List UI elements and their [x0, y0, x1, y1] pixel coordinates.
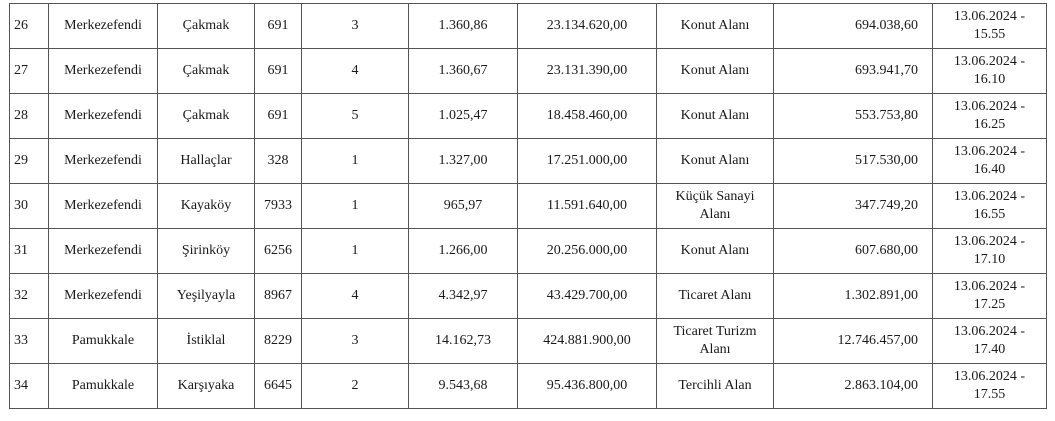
cell-area-text: 1.025,47 — [438, 108, 488, 123]
cell-area-text: 14.162,73 — [435, 333, 491, 348]
cell-area-text: 1.360,86 — [438, 18, 488, 33]
cell-auction-datetime — [933, 319, 1047, 364]
cell-row-number-text: 32 — [14, 288, 28, 303]
cell-deposit-text: 517.530,00 — [855, 153, 918, 168]
table-row — [10, 364, 1047, 409]
cell-deposit-text: 1.302.891,00 — [844, 288, 918, 303]
cell-deposit — [774, 229, 933, 274]
cell-block — [255, 49, 302, 94]
cell-row-number — [10, 4, 49, 49]
cell-deposit-text: 607.680,00 — [855, 243, 918, 258]
cell-zoning — [657, 229, 774, 274]
cell-estimated-price-text: 18.458.460,00 — [546, 108, 628, 123]
cell-district-text: Merkezefendi — [64, 63, 142, 78]
cell-neighborhood-text: Şirinköy — [181, 243, 231, 258]
cell-row-number — [10, 49, 49, 94]
cell-estimated-price-text: 23.134.620,00 — [546, 18, 628, 33]
cell-estimated-price — [518, 229, 657, 274]
cell-parcel — [302, 274, 409, 319]
cell-area-text: 965,97 — [443, 198, 483, 213]
cell-district-text: Pamukkale — [71, 333, 135, 348]
cell-neighborhood — [158, 94, 255, 139]
cell-district — [49, 274, 158, 319]
zoning-line-1: Konut Alanı — [680, 18, 750, 33]
cell-estimated-price — [518, 94, 657, 139]
cell-parcel — [302, 49, 409, 94]
zoning-line-1: Ticaret Turizm — [673, 324, 757, 339]
auction-date: 13.06.2024 - — [953, 99, 1026, 114]
table-row — [10, 139, 1047, 184]
cell-zoning — [657, 94, 774, 139]
auction-date: 13.06.2024 - — [953, 369, 1026, 384]
cell-area-text: 9.543,68 — [438, 378, 488, 393]
cell-parcel-text: 4 — [351, 288, 359, 303]
zoning-line-1: Konut Alanı — [680, 243, 750, 258]
cell-estimated-price-text: 424.881.900,00 — [543, 333, 631, 348]
cell-block — [255, 229, 302, 274]
cell-deposit — [774, 274, 933, 319]
cell-auction-datetime — [933, 364, 1047, 409]
cell-zoning — [657, 319, 774, 364]
auction-time: 17.10 — [973, 252, 1006, 267]
cell-block-text: 7933 — [264, 198, 292, 213]
cell-row-number — [10, 229, 49, 274]
auction-date: 13.06.2024 - — [953, 144, 1026, 159]
cell-estimated-price-text: 43.429.700,00 — [546, 288, 628, 303]
auction-time: 17.55 — [973, 387, 1006, 402]
cell-district — [49, 184, 158, 229]
zoning-line-1: Ticaret Alanı — [678, 288, 752, 303]
cell-parcel — [302, 94, 409, 139]
cell-neighborhood — [158, 364, 255, 409]
cell-row-number-text: 27 — [14, 63, 28, 78]
zoning-line-1: Konut Alanı — [680, 108, 750, 123]
cell-neighborhood-text: Karşıyaka — [177, 378, 235, 393]
cell-block-text: 8967 — [264, 288, 292, 303]
cell-deposit — [774, 94, 933, 139]
table-row — [10, 229, 1047, 274]
cell-auction-datetime — [933, 229, 1047, 274]
cell-row-number-text: 29 — [14, 153, 28, 168]
auction-time: 17.25 — [973, 297, 1006, 312]
cell-district-text: Merkezefendi — [64, 243, 142, 258]
auction-date: 13.06.2024 - — [953, 234, 1026, 249]
zoning-line-2: Alanı — [699, 342, 731, 357]
cell-district — [49, 139, 158, 184]
cell-neighborhood-text: Çakmak — [182, 18, 230, 33]
cell-block — [255, 184, 302, 229]
cell-district — [49, 94, 158, 139]
cell-auction-datetime — [933, 4, 1047, 49]
cell-block — [255, 274, 302, 319]
cell-estimated-price-text: 11.591.640,00 — [547, 198, 627, 213]
cell-district-text: Merkezefendi — [64, 108, 142, 123]
cell-parcel-text: 3 — [351, 333, 359, 348]
cell-parcel-text: 1 — [351, 153, 359, 168]
cell-neighborhood — [158, 4, 255, 49]
cell-block-text: 6256 — [264, 243, 292, 258]
cell-parcel — [302, 4, 409, 49]
cell-parcel-text: 1 — [351, 243, 359, 258]
cell-district-text: Merkezefendi — [64, 288, 142, 303]
cell-block-text: 691 — [267, 63, 289, 78]
cell-district — [49, 364, 158, 409]
cell-area — [409, 184, 518, 229]
cell-neighborhood-text: Çakmak — [182, 63, 230, 78]
cell-block-text: 8229 — [264, 333, 292, 348]
auction-time: 16.40 — [973, 162, 1006, 177]
cell-neighborhood — [158, 49, 255, 94]
cell-district-text: Merkezefendi — [64, 153, 142, 168]
cell-block-text: 6645 — [264, 378, 292, 393]
cell-block — [255, 319, 302, 364]
cell-deposit — [774, 364, 933, 409]
cell-auction-datetime — [933, 94, 1047, 139]
cell-district — [49, 229, 158, 274]
cell-row-number — [10, 274, 49, 319]
cell-estimated-price — [518, 4, 657, 49]
cell-deposit-text: 694.038,60 — [855, 18, 918, 33]
cell-zoning — [657, 364, 774, 409]
cell-zoning — [657, 184, 774, 229]
cell-area — [409, 274, 518, 319]
cell-district-text: Pamukkale — [71, 378, 135, 393]
cell-deposit-text: 693.941,70 — [855, 63, 918, 78]
cell-deposit — [774, 319, 933, 364]
cell-area — [409, 94, 518, 139]
cell-block-text: 691 — [267, 108, 289, 123]
zoning-line-1: Konut Alanı — [680, 153, 750, 168]
table-body — [10, 4, 1047, 409]
cell-area — [409, 49, 518, 94]
cell-deposit-text: 12.746.457,00 — [837, 333, 918, 348]
cell-estimated-price — [518, 274, 657, 319]
cell-district — [49, 319, 158, 364]
cell-zoning — [657, 139, 774, 184]
cell-parcel — [302, 319, 409, 364]
cell-row-number-text: 34 — [14, 378, 28, 393]
cell-area-text: 1.327,00 — [438, 153, 488, 168]
cell-area — [409, 229, 518, 274]
cell-parcel-text: 5 — [351, 108, 359, 123]
cell-auction-datetime — [933, 184, 1047, 229]
cell-row-number — [10, 139, 49, 184]
auction-date: 13.06.2024 - — [953, 279, 1026, 294]
cell-auction-datetime — [933, 274, 1047, 319]
cell-parcel — [302, 364, 409, 409]
cell-deposit — [774, 4, 933, 49]
auction-date: 13.06.2024 - — [953, 54, 1026, 69]
cell-area — [409, 139, 518, 184]
cell-row-number-text: 31 — [14, 243, 28, 258]
auction-date: 13.06.2024 - — [953, 324, 1026, 339]
auction-time: 16.25 — [973, 117, 1006, 132]
cell-row-number — [10, 184, 49, 229]
cell-deposit — [774, 139, 933, 184]
cell-neighborhood — [158, 184, 255, 229]
cell-deposit — [774, 49, 933, 94]
auction-time: 15.55 — [973, 27, 1006, 42]
cell-area — [409, 4, 518, 49]
auction-date: 13.06.2024 - — [953, 189, 1026, 204]
table-row — [10, 184, 1047, 229]
table-row — [10, 319, 1047, 364]
cell-district-text: Merkezefendi — [64, 18, 142, 33]
cell-estimated-price — [518, 184, 657, 229]
cell-parcel — [302, 184, 409, 229]
cell-block — [255, 139, 302, 184]
cell-zoning — [657, 49, 774, 94]
cell-estimated-price-text: 23.131.390,00 — [546, 63, 628, 78]
cell-neighborhood-text: Yeşilyayla — [176, 288, 236, 303]
cell-block — [255, 364, 302, 409]
auction-time: 16.10 — [973, 72, 1006, 87]
cell-estimated-price — [518, 139, 657, 184]
cell-estimated-price-text: 20.256.000,00 — [546, 243, 628, 258]
auction-time: 17.40 — [973, 342, 1006, 357]
cell-parcel-text: 2 — [351, 378, 359, 393]
cell-district-text: Merkezefendi — [64, 198, 142, 213]
cell-zoning — [657, 4, 774, 49]
zoning-line-2: Alanı — [699, 207, 731, 222]
cell-block-text: 328 — [267, 153, 289, 168]
cell-area-text: 4.342,97 — [438, 288, 488, 303]
cell-district — [49, 49, 158, 94]
cell-row-number-text: 33 — [14, 333, 28, 348]
zoning-line-1: Tercihli Alan — [678, 378, 752, 393]
cell-neighborhood — [158, 229, 255, 274]
cell-parcel-text: 1 — [351, 198, 359, 213]
cell-district — [49, 4, 158, 49]
cell-neighborhood — [158, 139, 255, 184]
cell-row-number-text: 28 — [14, 108, 28, 123]
cell-auction-datetime — [933, 139, 1047, 184]
cell-deposit-text: 2.863.104,00 — [844, 378, 918, 393]
cell-estimated-price — [518, 364, 657, 409]
table-row — [10, 274, 1047, 319]
cell-parcel — [302, 229, 409, 274]
table-row — [10, 4, 1047, 49]
cell-parcel-text: 3 — [351, 18, 359, 33]
cell-row-number — [10, 319, 49, 364]
cell-row-number-text: 30 — [14, 198, 28, 213]
cell-auction-datetime — [933, 49, 1047, 94]
table-row — [10, 49, 1047, 94]
cell-row-number — [10, 94, 49, 139]
cell-neighborhood — [158, 274, 255, 319]
zoning-line-1: Konut Alanı — [680, 63, 750, 78]
cell-deposit — [774, 184, 933, 229]
cell-parcel-text: 4 — [351, 63, 359, 78]
cell-estimated-price-text: 17.251.000,00 — [546, 153, 628, 168]
cell-block — [255, 94, 302, 139]
parcel-auction-table — [9, 3, 1047, 409]
cell-neighborhood-text: İstiklal — [186, 333, 226, 348]
cell-block-text: 691 — [267, 18, 289, 33]
auction-time: 16.55 — [973, 207, 1006, 222]
cell-neighborhood-text: Hallaçlar — [180, 153, 232, 168]
cell-estimated-price — [518, 319, 657, 364]
cell-neighborhood-text: Kayaköy — [180, 198, 232, 213]
auction-date: 13.06.2024 - — [953, 9, 1026, 24]
cell-neighborhood — [158, 319, 255, 364]
cell-neighborhood-text: Çakmak — [182, 108, 230, 123]
cell-deposit-text: 347.749,20 — [855, 198, 918, 213]
cell-area — [409, 364, 518, 409]
cell-area-text: 1.360,67 — [438, 63, 488, 78]
cell-parcel — [302, 139, 409, 184]
cell-area — [409, 319, 518, 364]
cell-estimated-price — [518, 49, 657, 94]
zoning-line-1: Küçük Sanayi — [675, 189, 755, 204]
table-row — [10, 94, 1047, 139]
cell-zoning — [657, 274, 774, 319]
cell-row-number-text: 26 — [14, 18, 28, 33]
cell-area-text: 1.266,00 — [438, 243, 488, 258]
cell-deposit-text: 553.753,80 — [855, 108, 918, 123]
cell-row-number — [10, 364, 49, 409]
cell-estimated-price-text: 95.436.800,00 — [546, 378, 628, 393]
cell-block — [255, 4, 302, 49]
